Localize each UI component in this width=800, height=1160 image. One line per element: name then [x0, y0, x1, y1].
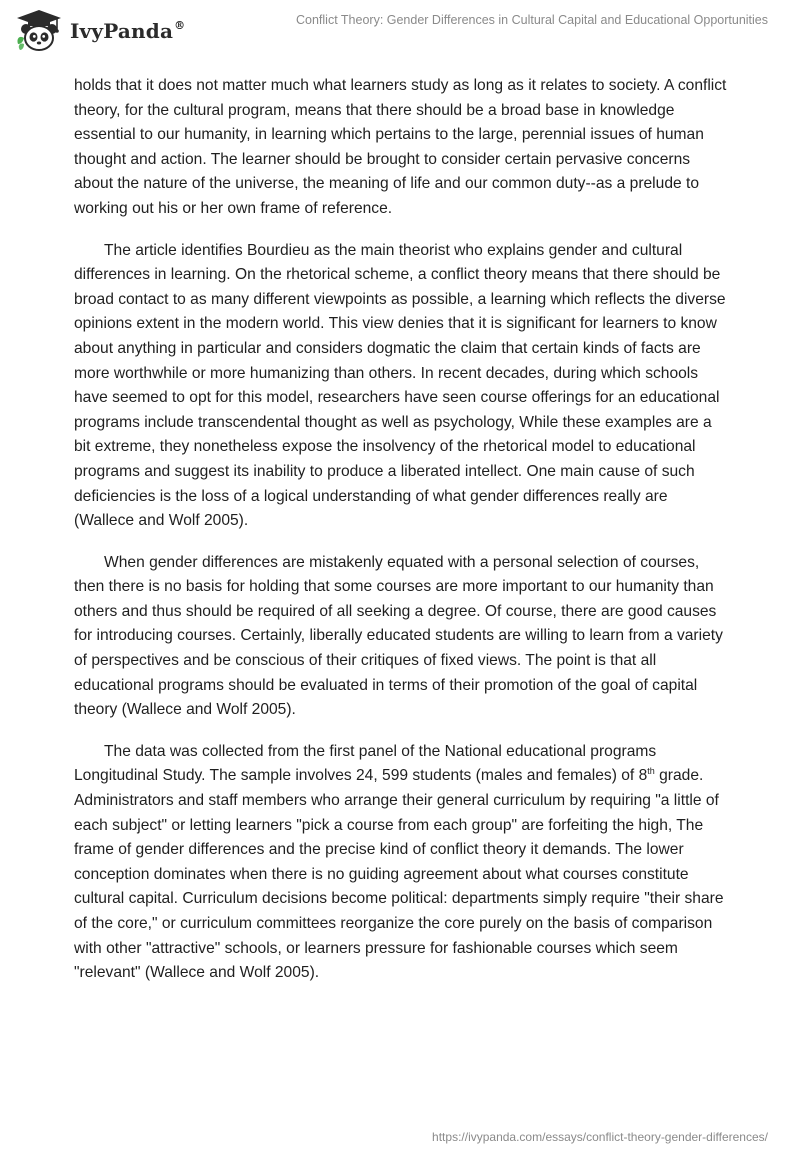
- ivypanda-logo[interactable]: [14, 8, 185, 54]
- document-title: Conflict Theory: Gender Differences in Cultural Capital and Educational Opportunities: [295, 13, 768, 27]
- paragraph-1: holds that it does not matter much what learners study as long as it relates to society. A conflict theory, for the cultural program, means that there should be a broad base in knowledge essential to our humanity, in learning which pertains to the large, perennial issues of human thought and action. The learner should be brought to consider certain pervasive concerns about the nature of the universe, the meaning of life and our common duty--as a prelude to working out his or her own frame of reference.: [74, 77, 727, 217]
- paragraph-4: [74, 740, 728, 986]
- page-header: [0, 0, 800, 64]
- essay-body: [74, 74, 728, 1003]
- logo-wordmark: IvyPanda®: [70, 19, 186, 43]
- panda-graduate-icon: [14, 8, 64, 54]
- ordinal-superscript: th: [647, 766, 655, 777]
- paragraph-4-start: The data was collected from the first panel of the National educational programs Longitudinal Study. The sample involves 24, 599 students (males and females) of 8: [74, 742, 657, 785]
- paragraph-2: The article identifies Bourdieu as the main theorist who explains gender and cultural differences in learning. On the rhetorical scheme, a conflict theory means that there should be broad contact to as many different viewpoints as possible, a learning which reflects the diverse opinions extent in the modern world. This view denies that it is significant for learners to know about anything in particular and considers dogmatic the claim that certain kinds of facts are more worthwhile or more humanizing than others. In recent decades, during which schools have seemed to opt for this model, researchers have seen course offerings for an educational programs include transcendental thought as well as psychology, While these examples are a bit extreme, they nonetheless expose the insolvency of the rhetorical model to educational programs and suggest its inability to produce a liberated intellect. One main cause of such deficiencies is the loss of a logical understanding of what gender differences really are (Wallece and Wolf 2005).: [74, 241, 726, 530]
- paragraph-4-end: grade. Administrators and staff members who arrange their general curriculum by requiring "a little of each subject" or letting learners "pick a course from each group" are forfeiting the high, The frame of gender differences and the precise kind of conflict theory it demands. The lower conception dominates when there is no guiding agreement about what courses constitute cultural capital. Curriculum decisions become political: departments simply require "their share of the core," or curriculum committees reorganize the core purely on the basis of comparison with other "attractive" schools, or learners pressure for fashionable courses which seem "relevant" (Wallece and Wolf 2005).: [74, 767, 724, 982]
- source-url[interactable]: https://ivypanda.com/essays/conflict-theory-gender-differences/: [432, 1130, 768, 1144]
- paragraph-3: When gender differences are mistakenly equated with a personal selection of courses, then there is no basis for holding that some courses are more important to our humanity than others and thus should be required of all seeking a degree. Of course, there are good causes for introducing courses. Certainly, liberally educated students are willing to learn from a variety of perspectives and be conscious of their critiques of fixed views. The point is that all educational programs should be evaluated in terms of their promotion of the goal of capital theory (Wallece and Wolf 2005).: [74, 553, 723, 719]
